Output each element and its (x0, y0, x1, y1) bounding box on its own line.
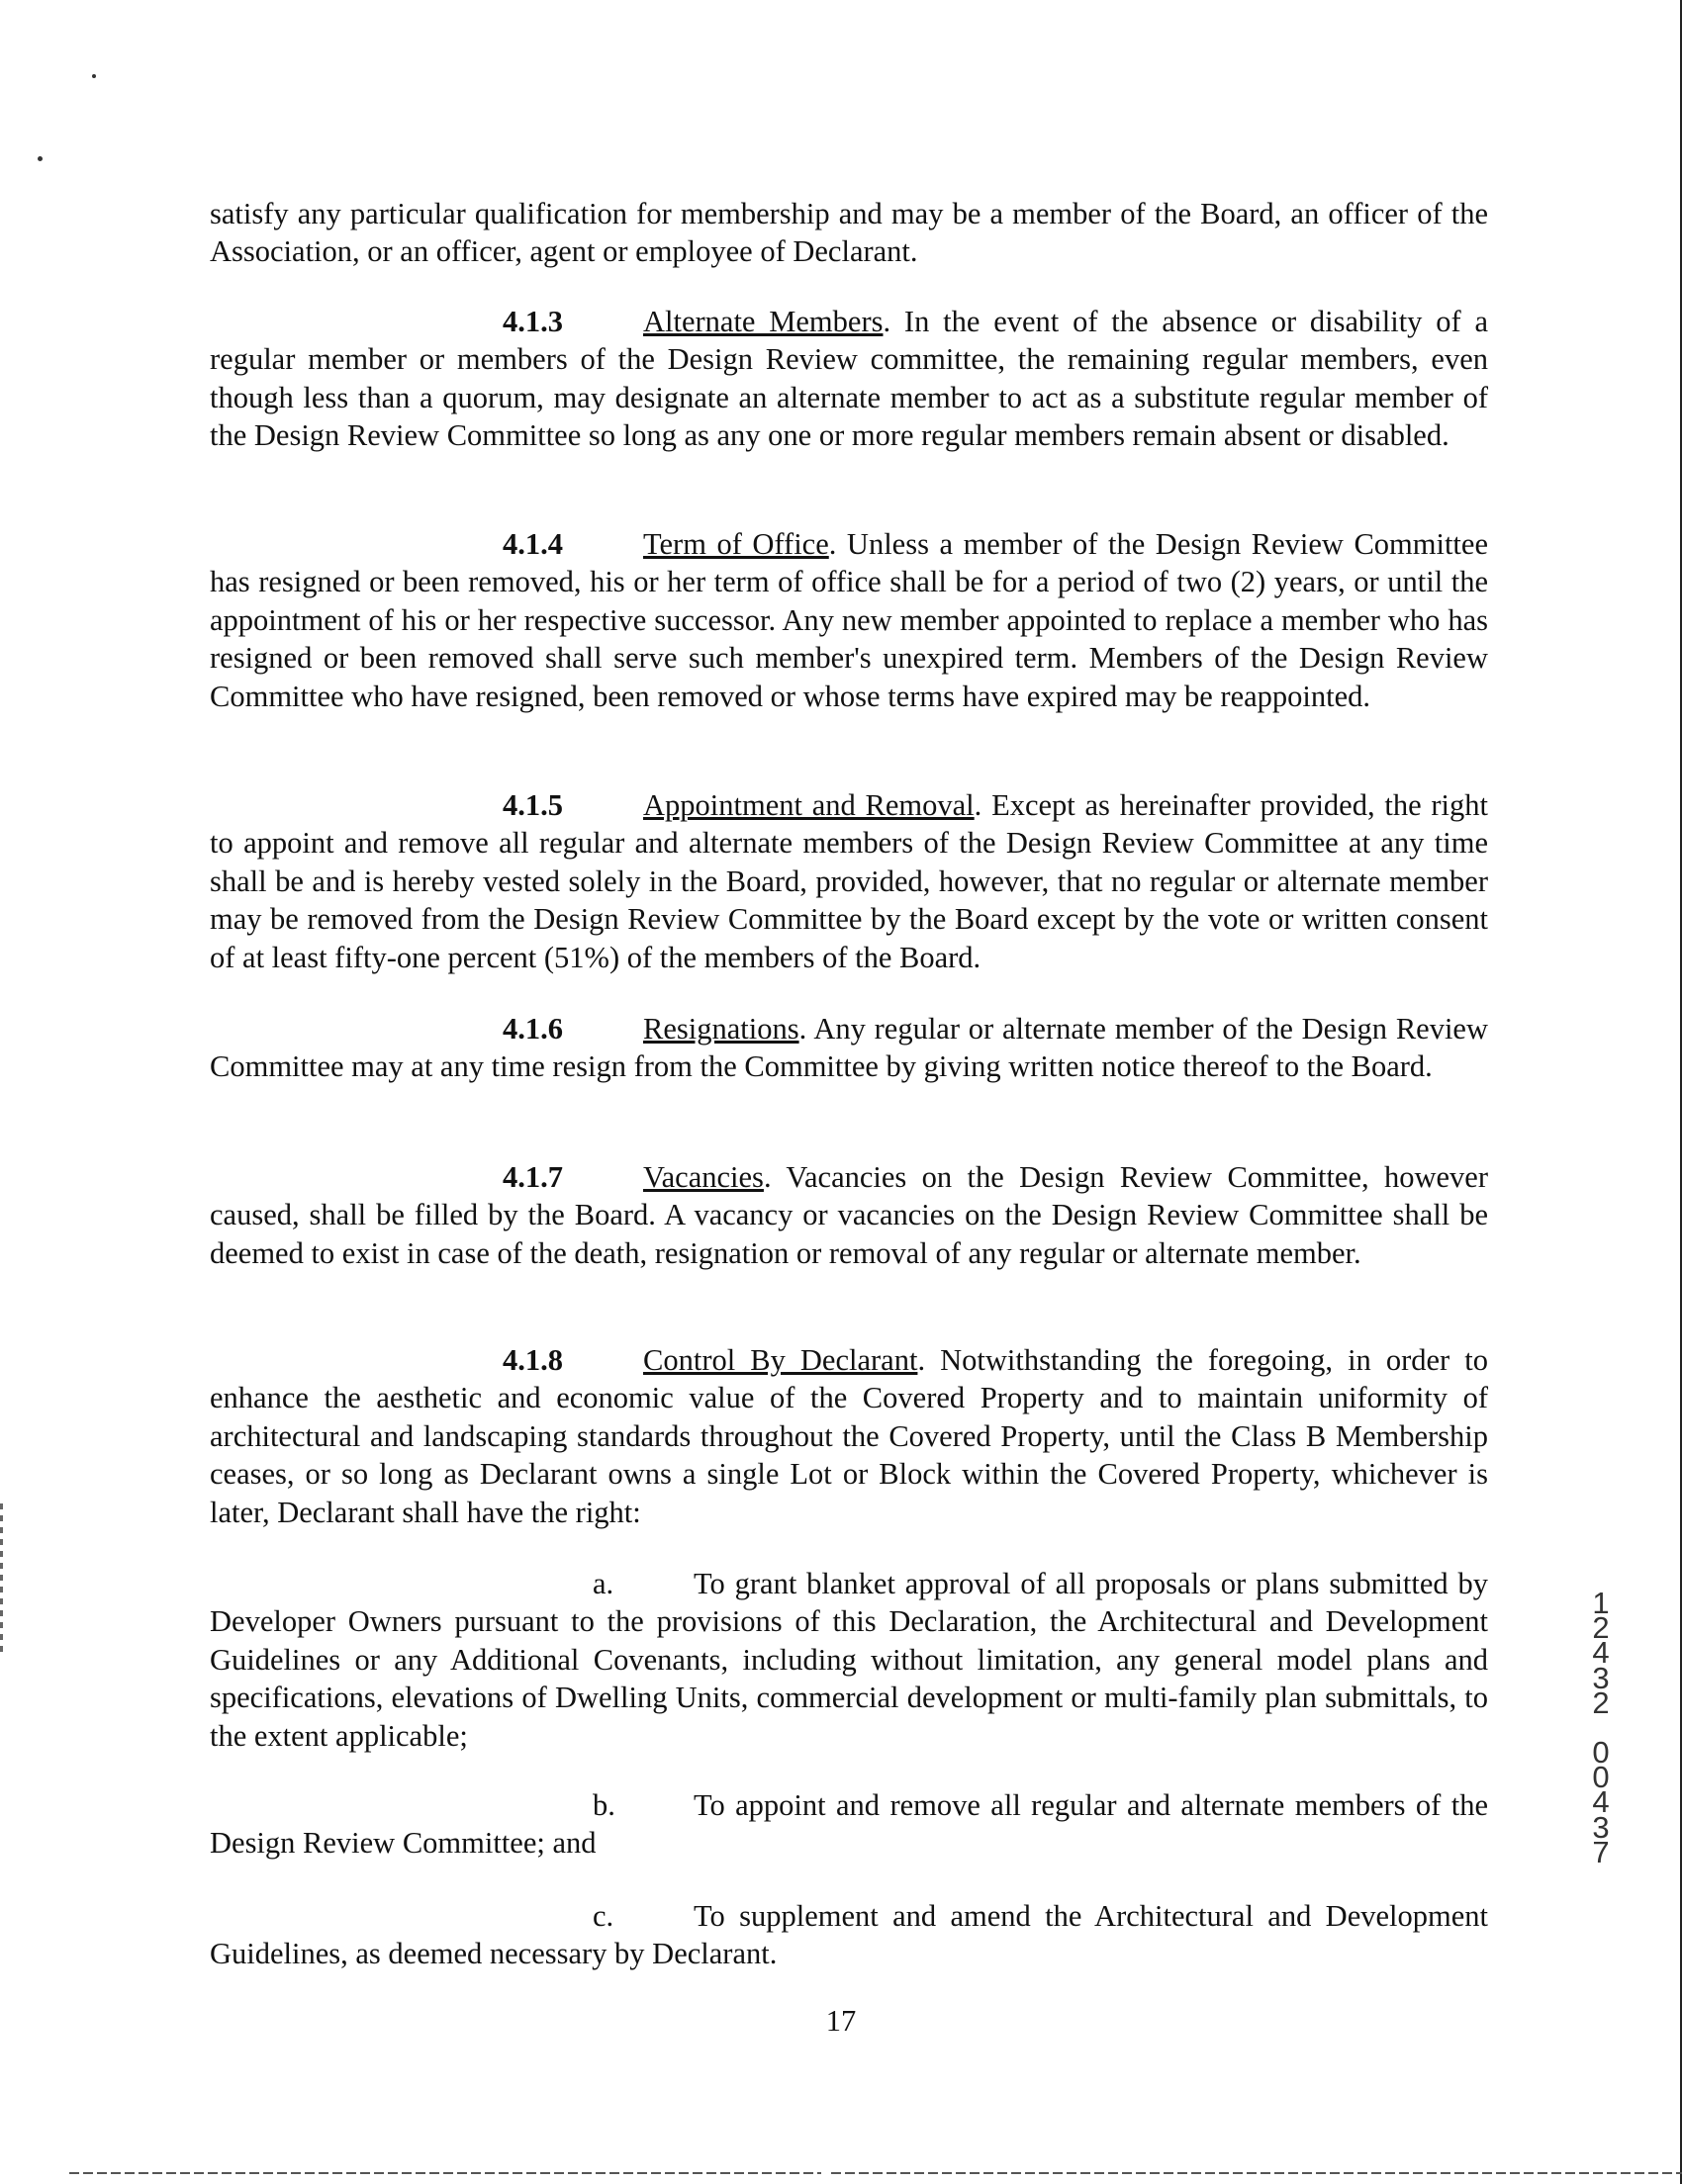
recording-stamp (1581, 1586, 1621, 1869)
continuation-paragraph (210, 195, 1488, 271)
section-title: Appointment and Removal (643, 788, 975, 822)
section-body: . Except as hereinafter provided, the right to appoint and remove all regular and alternate members of the Design Review Committee at any time shall be and is hereby vested solely in the Board, provided, however, that no regular or alternate member may be removed from the Design Review Committee by the Board except by the vote or written consent of at least fifty-one percent (51%) of the members of the Board. (210, 788, 1488, 974)
section-body: . Notwithstanding the foregoing, in order to enhance the aesthetic and economic value of the Covered Property and to maintain uniformity of architectural and landscaping standards throughout the Covered Property, until the Class B Membership ceases, or so long as Declarant owns a single Lot or Block within the Covered Property, whichever is later, Declarant shall have the right: (210, 1343, 1488, 1529)
stamp-digit: 2 (1592, 1610, 1610, 1646)
section-body: . Unless a member of the Design Review Committee has resigned or been removed, his or her term of office shall be for a period of two (2) years, or until the appointment of his or her respective successor. Any new member appointed to replace a member who has resigned or been removed shall serve such member's unexpired term. Members of the Design Review Committee who have resigned, been removed or whose terms have expired may be reappointed. (210, 527, 1488, 713)
section-number: 4.1.5 (503, 788, 563, 822)
continuation-text: satisfy any particular qualification for membership and may be a member of the Board, an officer of the Association, or an officer, agent or employee of Declarant. (210, 197, 1488, 269)
section-title: Vacancies (643, 1160, 764, 1194)
section-number: 4.1.6 (503, 1012, 563, 1046)
stamp-digit: 3 (1592, 1660, 1610, 1695)
sub-item-a (210, 1565, 1488, 1755)
stamp-digit: 0 (1592, 1735, 1610, 1771)
section-4-1-5 (210, 786, 1488, 976)
section-body: . Vacancies on the Design Review Committee, however caused, shall be filled by the Board. A vacancy or vacancies on the Design Review Committee shall be deemed to exist in case of the death, resignation or removal of any regular or alternate member. (210, 1160, 1488, 1270)
sub-item-letter: a. (593, 1567, 614, 1600)
scan-speck (92, 74, 96, 78)
section-4-1-7 (210, 1158, 1488, 1272)
sub-item-letter: b. (593, 1788, 615, 1822)
sub-item-text: To supplement and amend the Architectural and Development Guidelines, as deemed necessary by Declarant. (210, 1899, 1488, 1971)
section-number: 4.1.8 (503, 1343, 563, 1377)
stamp-digit: 1 (1592, 1586, 1610, 1620)
scan-bottom-mark (831, 2172, 1682, 2174)
section-title: Resignations (643, 1012, 799, 1046)
section-number: 4.1.4 (503, 527, 563, 561)
section-body: . In the event of the absence or disability of a regular member or members of the Design Review committee, the remaining regular members, even though less than a quorum, may designate an alternate member to act as a substitute regular member of the Design Review Committee so long as any one or more regular members remain absent or disabled. (210, 305, 1489, 453)
section-number: 4.1.3 (503, 305, 563, 338)
stamp-digit: 2 (1592, 1684, 1610, 1720)
sub-item-b (210, 1786, 1488, 1863)
page-number: 17 (825, 2004, 857, 2038)
sub-item-text: To grant blanket approval of all proposals or plans submitted by Developer Owners pursuant to the provisions of this Declaration, the Architectural and Development Guidelines or any Additional Covenants, including without limitation, any general model plans and specifications, elevations of Dwelling Units, commercial development or multi-family plan submittals, to the extent applicable; (210, 1567, 1488, 1753)
stamp-digit: 3 (1592, 1809, 1610, 1845)
section-body: . Any regular or alternate member of the Design Review Committee may at any time resign from the Committee by giving written notice thereof to the Board. (210, 1012, 1488, 1084)
section-number: 4.1.7 (503, 1160, 563, 1194)
scan-bottom-mark (69, 2172, 821, 2174)
stamp-digit: 4 (1592, 1635, 1610, 1671)
section-4-1-3 (210, 303, 1488, 455)
section-4-1-8 (210, 1341, 1488, 1531)
section-title: Alternate Members (643, 305, 884, 338)
sub-item-c (210, 1897, 1488, 1973)
scan-edge-mark (0, 1503, 3, 1652)
sub-item-text: To appoint and remove all regular and alternate members of the Design Review Committee; and (210, 1788, 1488, 1861)
scan-speck (38, 156, 43, 161)
section-4-1-4 (210, 525, 1488, 715)
section-4-1-6 (210, 1010, 1488, 1086)
section-title: Term of Office (643, 527, 829, 561)
stamp-digit: 4 (1592, 1784, 1610, 1820)
stamp-digit: 7 (1592, 1834, 1610, 1869)
sub-item-letter: c. (593, 1899, 614, 1933)
section-title: Control By Declarant (643, 1343, 918, 1377)
stamp-digit: 0 (1592, 1760, 1610, 1795)
